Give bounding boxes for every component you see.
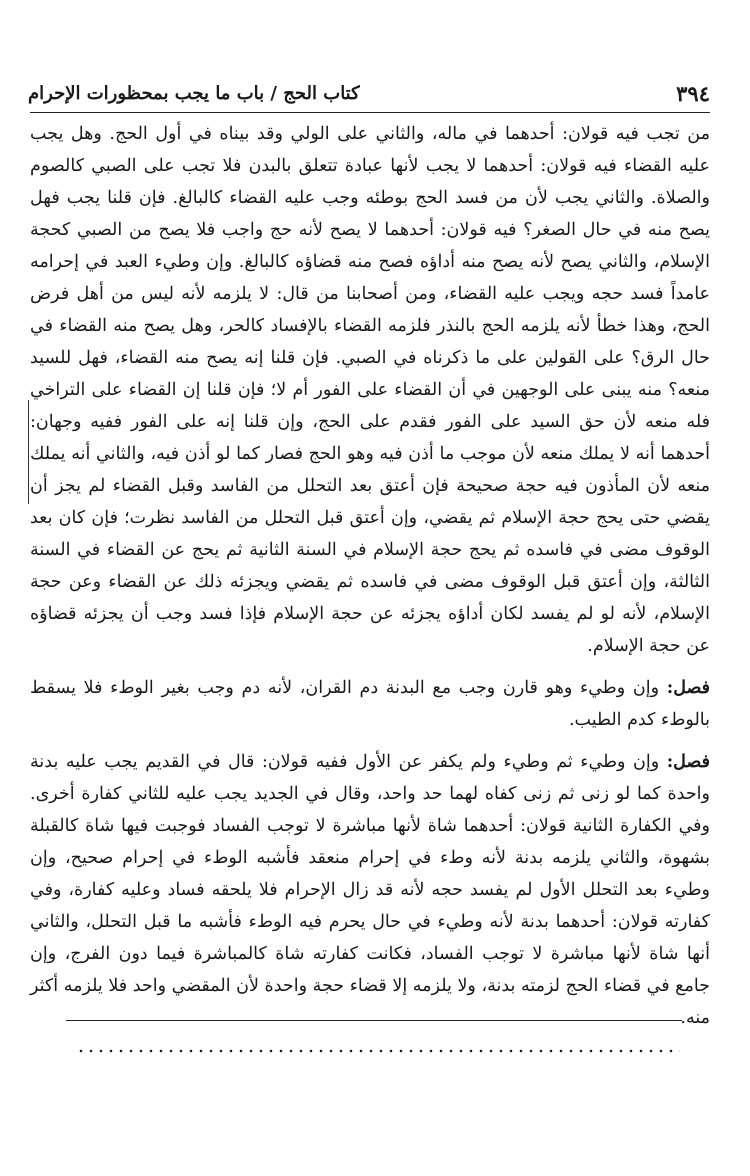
page-number: ٣٩٤ — [676, 81, 710, 106]
footer-dotted-line — [76, 1048, 680, 1054]
section-label: فصل: — [666, 678, 710, 698]
paragraph-text: من تجب فيه قولان: أحدهما في ماله، والثاني على الولي وقد بيناه في أول الحج. وهل يجب عليه القضاء فيه قولان: أحدهما لا يجب لأنها عبادة تتعلق بالبدن فلا تجب على الصبي كالصوم والصلاة. والثاني يجب لأن من فسد الحج بوطئه وجب عليه القضاء كالبالغ. فإن قلنا يجب فهل يصح منه في حال الصغر؟ فيه قولان: أحدهما لا يصح لأنه حج واجب فلا يصح من الصبي كحجة الإسلام، والثاني يصح لأنه يصح منه أداؤه فصح منه قضاؤه كالبالغ. وإن وطيء العبد في إحرامه عامداً فسد حجه ويجب عليه القضاء، ومن أصحابنا من قال: لا يلزمه لأنه ليس من أهل فرض الحج، وهذا خطأ لأنه يلزمه الحج بالنذر فلزمه القضاء بالإفساد كالحر، وهل يصح منه القضاء في حال الرق؟ على القولين على ما ذكرناه في الصبي. فإن قلنا إنه يصح منه القضاء، فهل للسيد منعه؟ منه يبنى على الوجهين في أن القضاء على الفور أم لا؛ فإن قلنا إن القضاء على التراخي فله منعه لأن حق السيد على الفور فقدم على الحج، وإن قلنا إنه على الفور ففيه وجهان: أحدهما أنه لا يملك منعه لأن موجب ما أذن فيه وهو الحج فصار كما لو أذن فيه، والثاني أنه يملك منعه لأن المأذون فيه حجة صحيحة فإن أعتق بعد التحلل من الفاسد وقبل القضاء لم يجز أن يقضي حتى يحج حجة الإسلام ثم يقضي، وإن أعتق قبل التحلل من الفاسد نظرت؛ فإن كان بعد الوقوف مضى في فاسده ثم يحج حجة الإسلام في السنة الثانية ثم يحج عن القضاء في السنة الثالثة، وإن أعتق قبل الوقوف مضى في فاسده ثم يقضي ويجزئه ذلك عن القضاء وعن حجة الإسلام، لأنه لو لم يفسد لكان أداؤه يجزئه عن حجة الإسلام فإذا فسد وجب أن يجزئه قضاؤه عن حجة الإسلام. — [30, 124, 710, 656]
page-header — [28, 74, 710, 110]
paragraph-text: وإن وطيء ثم وطيء ولم يكفر عن الأول ففيه قولان: قال في القديم يجب عليه بدنة واحدة كما لو زنى ثم زنى كفاه لهما حد واحد، وقال في الجديد يجب عليه للثاني كفارة أخرى. وفي الكفارة الثانية قولان: أحدهما شاة لأنها مباشرة لا توجب الفساد فوجبت فيها شاة كالقبلة بشهوة، والثاني يلزمه بدنة لأنه وطء في إحرام منعقد فأشبه الوطء في إحرام صحيح، وإن وطيء بعد التحلل الأول لم يفسد حجه لأنه قد زال الإحرام فلا يلحقه فساد وعليه كفارة، وفي كفارته قولان: أحدهما بدنة لأنه وطيء في حال يحرم فيه الوطء فأشبه ما قبل التحلل، والثاني أنها شاة لأنها مباشرة لا توجب الفساد، فكانت كفارته شاة كالمباشرة فيما دون الفرج، وإن جامع في قضاء الحج لزمته بدنة، ولا يلزمه إلا قضاء حجة واحدة لأن المقضي واحد فلا يلزمه أكثر منه. — [30, 752, 710, 1028]
paragraph-text: وإن وطيء وهو قارن وجب مع البدنة دم القران، لأنه دم وجب بغير الوطء فلا يسقط بالوطء كدم الطيب. — [30, 678, 710, 730]
body-text — [30, 118, 710, 1034]
paragraph-fasl-repeated-intercourse — [30, 746, 710, 1034]
paragraph-fasl-qiran — [30, 672, 710, 736]
paragraph-main — [30, 118, 710, 662]
header-rule — [30, 112, 710, 113]
margin-bar — [28, 400, 29, 504]
footer-rule — [66, 1020, 682, 1021]
running-title: كتاب الحج / باب ما يجب بمحظورات الإحرام — [28, 83, 360, 104]
section-label: فصل: — [666, 752, 710, 772]
